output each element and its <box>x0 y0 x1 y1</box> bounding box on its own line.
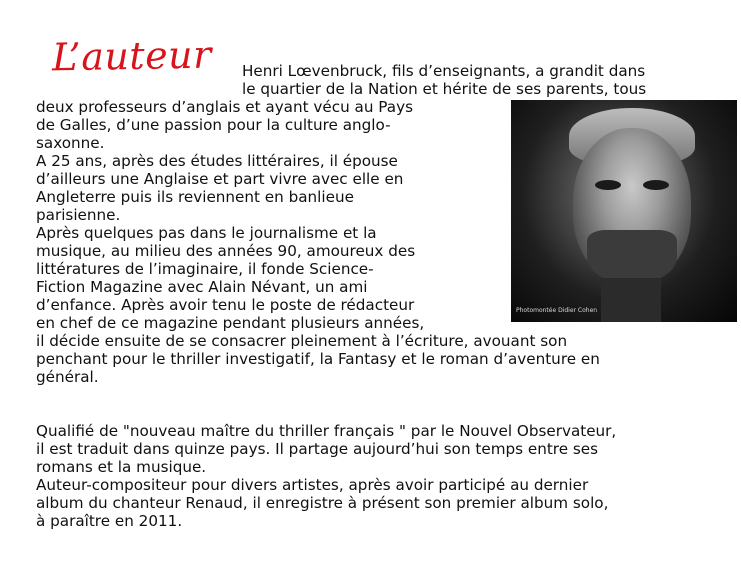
biography-line: Auteur-compositeur pour divers artistes, après avoir participé au dernier <box>36 476 589 494</box>
biography-line: en chef de ce magazine pendant plusieurs années, <box>36 314 425 332</box>
biography-line: à paraître en 2011. <box>36 512 183 530</box>
biography-line: de Galles, d’une passion pour la culture anglo- <box>36 116 391 134</box>
biography-line: deux professeurs d’anglais et ayant vécu au Pays <box>36 98 413 116</box>
biography-line: d’enfance. Après avoir tenu le poste de rédacteur <box>36 296 415 314</box>
biography-line: il est traduit dans quinze pays. Il partage aujourd’hui son temps entre ses <box>36 440 599 458</box>
biography-line: penchant pour le thriller investigatif, la Fantasy et le roman d’aventure en <box>36 350 600 368</box>
biography-line: d’ailleurs une Anglaise et part vivre avec elle en <box>36 170 404 188</box>
biography-line: le quartier de la Nation et hérite de ses parents, tous <box>242 80 647 98</box>
biography-line: album du chanteur Renaud, il enregistre à présent son premier album solo, <box>36 494 609 512</box>
biography-line: général. <box>36 368 99 386</box>
biography-line: musique, au milieu des années 90, amoureux des <box>36 242 416 260</box>
biography-line: A 25 ans, après des études littéraires, il épouse <box>36 152 398 170</box>
biography-line: Henri Lœvenbruck, fils d’enseignants, a grandit dans <box>242 62 646 80</box>
biography-line: littératures de l’imaginaire, il fonde Science- <box>36 260 374 278</box>
biography-line: Angleterre puis ils reviennent en banlieue <box>36 188 354 206</box>
biography-line: romans et la musique. <box>36 458 207 476</box>
biography-line: Qualifié de "nouveau maître du thriller français " par le Nouvel Observateur, <box>36 422 617 440</box>
biography-line: parisienne. <box>36 206 121 224</box>
biography-line: saxonne. <box>36 134 105 152</box>
photo-credit: Photomontée Didier Cohen <box>516 307 598 314</box>
biography-line: Après quelques pas dans le journalisme et la <box>36 224 377 242</box>
section-heading: L’auteur <box>51 32 213 80</box>
biography-line: Fiction Magazine avec Alain Névant, un ami <box>36 278 368 296</box>
biography-line: il décide ensuite de se consacrer pleinement à l’écriture, avouant son <box>36 332 568 350</box>
